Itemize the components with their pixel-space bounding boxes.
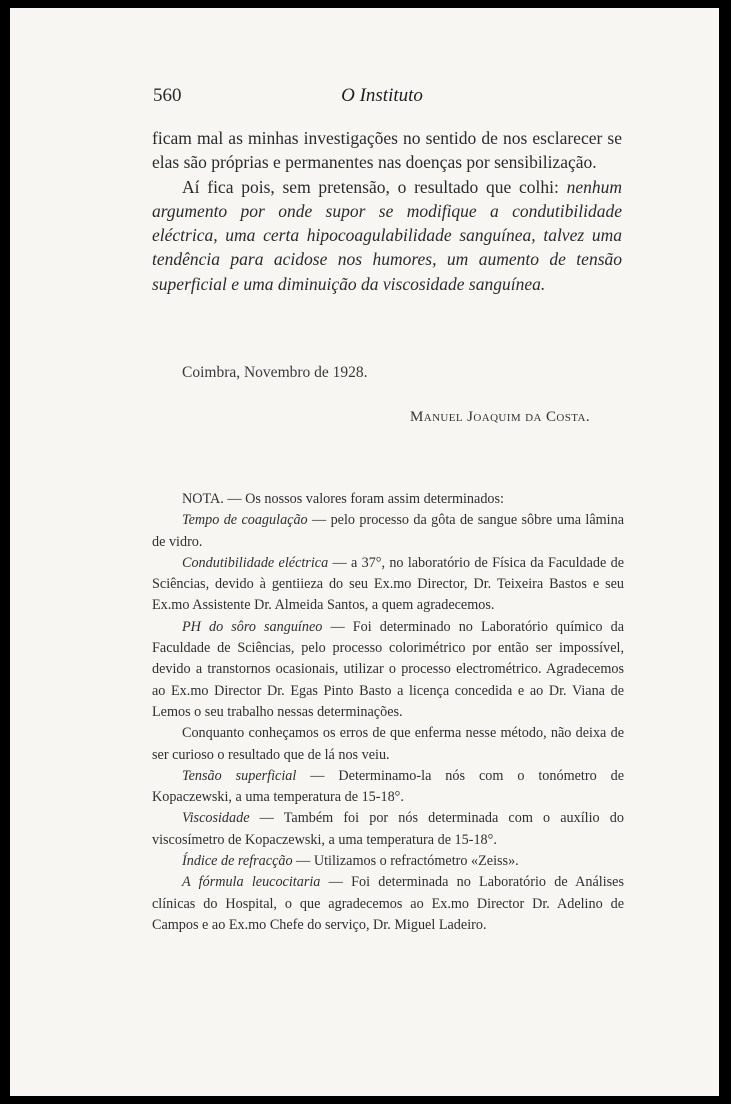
note-item [152, 808, 624, 851]
note-text: — Foi determinado no Laboratório químico da Faculdade de Sciências, pelo processo colorimétrico por então ser impossível, devido a transtornos ocasionais, utilizar o processo electrométrico. Agradecemos ao Ex.mo Director Dr. Egas Pinto Basto a licença concedida e ao Dr. Viana de Lemos o seu trabalho nessas determinações. [152, 618, 624, 720]
note-item [152, 851, 624, 872]
note-item [152, 553, 624, 617]
page-number: 560 [153, 85, 182, 106]
note-item [152, 872, 624, 936]
note-text: — Utilizamos o refractómetro «Zeiss». [292, 853, 519, 870]
note-text: — Também foi por nós determinada com o auxílio do viscosímetro de Kopaczewski, a uma temperatura de 15-18°. [152, 810, 624, 848]
book-page [10, 8, 719, 1096]
note-label: A fórmula leucocitaria [182, 874, 321, 891]
paragraph-2 [152, 175, 622, 296]
note-text: — a 37°, no laboratório de Física da Faculdade de Sciências, devido à gentiieza do seu Ex.mo Director, Dr. Teixeira Bastos e seu Ex.mo Assistente Dr. Almeida Santos, a quem agradecemos. [152, 554, 624, 614]
paragraph-1: ficam mal as minhas investigações no sentido de nos esclarecer se elas são próprias e permanentes nas doenças por sensibilização. [152, 128, 622, 173]
note-item [152, 723, 624, 766]
note-item [152, 617, 624, 723]
note-text: — Foi determinada no Laboratório de Análises clínicas do Hospital, o que agradecemos ao Ex.mo Director Dr. Adelino de Campos e ao Ex.mo Chefe do serviço, Dr. Miguel Ladeiro. [152, 874, 624, 933]
author-signature: Manuel Joaquim da Costa. [410, 409, 591, 425]
paragraph-2-conclusion: nenhum argumento por onde supor se modifique a condutibilidade eléctrica, uma certa hipocoagulabilidade sanguínea, talvez uma tendência para acidose nos humores, um aumento de tensão superficial e uma diminuição da viscosidade sanguínea. [152, 176, 622, 294]
paragraph-2-lead: Aí fica pois, sem pretensão, o resultado que colhi: [182, 176, 567, 197]
main-text [152, 126, 622, 296]
note-label: Viscosidade [182, 810, 250, 827]
note-label: Condutibilidade eléctrica [182, 554, 329, 571]
note-text: — Determinamo-la nós com o tonómetro de Kopaczewski, a uma temperatura de 15-18°. [152, 767, 625, 806]
note-item [152, 510, 624, 553]
note-item [152, 766, 624, 809]
note-text: Conquanto conheçamos os erros de que enferma nesse método, não deixa de ser curioso o resultado que de lá nos veiu. [152, 725, 624, 763]
note-label: Tempo de coagulação [182, 512, 308, 529]
note-item [152, 489, 624, 510]
note-label: Índice de refracção [182, 853, 293, 870]
running-title: O Instituto [341, 85, 423, 106]
note-text: — pelo processo da gôta de sangue sôbre uma lâmina de vidro. [152, 512, 625, 550]
note-label: Tensão superficial [182, 767, 297, 784]
dateline: Coimbra, Novembro de 1928. [182, 364, 368, 381]
note-label: PH do sôro sanguíneo [182, 618, 323, 635]
page-header [153, 85, 611, 109]
note-text: NOTA. — Os nossos valores foram assim determinados: [182, 491, 504, 507]
notes-section [152, 489, 624, 936]
